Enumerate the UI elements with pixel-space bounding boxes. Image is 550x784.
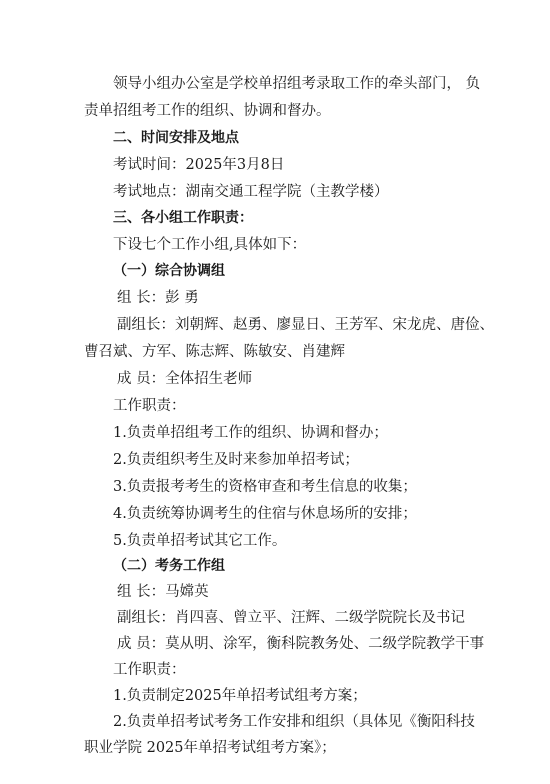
group-1-duty-3: 3.负责报考考生的资格审查和考生信息的收集； [113, 479, 417, 495]
section-2-heading: 二、时间安排及地点 [113, 130, 239, 146]
group-2-duties-label: 工作职责： [113, 662, 186, 678]
intro-line-2: 责单招组考工作的组织、协调和督办。 [84, 103, 331, 119]
section-3-heading: 三、各小组工作职责： [113, 210, 253, 226]
section-3-intro: 下设七个工作小组,具体如下： [113, 237, 307, 253]
group-1-duty-4: 4.负责统筹协调考生的住宿与休息场所的安排； [113, 506, 417, 522]
group-2-deputy: 副组长：肖四喜、曾立平、汪辉、二级学院院长及书记 [117, 610, 465, 626]
group-1-deputy-line-2: 曹召斌、方军、陈志辉、陈敏安、肖建辉 [84, 344, 345, 360]
exam-place: 考试地点：湖南交通工程学院（主教学楼） [113, 184, 389, 200]
group-2-heading: （二）考务工作组 [113, 558, 225, 574]
group-1-duties-label: 工作职责： [113, 398, 186, 414]
group-1-deputy-line-1: 副组长：刘朝辉、赵勇、廖显日、王芳军、宋龙虎、唐俭、 [117, 317, 494, 333]
group-2-leader: 组 长：马嫦英 [117, 584, 209, 600]
group-2-members: 成 员：莫从明、涂军，衡科院教务处、二级学院教学干事 [117, 636, 485, 652]
group-2-duty-2-line-2: 职业学院 2025年单招考试组考方案》； [84, 740, 336, 756]
group-1-duty-2: 2.负责组织考生及时来参加单招考试； [113, 452, 359, 468]
exam-time: 考试时间：2025年3月8日 [113, 157, 285, 173]
group-2-duty-2-line-1: 2.负责单招考试考务工作安排和组织（具体见《衡阳科技 [113, 714, 475, 730]
group-1-leader: 组 长：彭 勇 [117, 290, 199, 306]
group-1-duty-1: 1.负责单招组考工作的组织、协调和督办； [113, 425, 388, 441]
group-1-heading: （一）综合协调组 [113, 263, 225, 279]
group-1-members: 成 员：全体招生老师 [117, 371, 253, 387]
group-1-duty-5: 5.负责单招考试其它工作。 [113, 533, 287, 549]
group-2-duty-1: 1.负责制定2025年单招考试组考方案； [113, 688, 367, 704]
intro-line-1: 领导小组办公室是学校单招组考录取工作的牵头部门， 负 [113, 76, 481, 92]
